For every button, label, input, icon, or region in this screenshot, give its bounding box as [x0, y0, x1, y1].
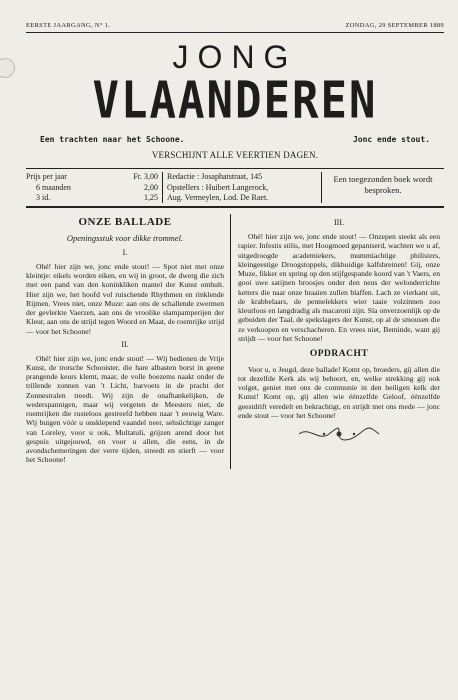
masthead — [26, 39, 444, 131]
price-value: 2,00 — [144, 182, 158, 192]
punch-hole — [0, 58, 15, 78]
editorial-info — [163, 172, 322, 203]
right-column — [231, 214, 440, 468]
frequency-line: VERSCHIJNT ALLE VEERTIEN DAGEN. — [151, 150, 319, 161]
section-number: I. — [122, 248, 128, 258]
price-list — [26, 172, 163, 203]
paragraph: Ohé! hier zijn we, jonc ende stout! — Spot niet met onze kleintje: eikels worden eiken, en wij in groot, de dwerg die zich met een pand van den koninkliken mantel der Kunst omhult. Hier zijn we, het hoofd vol ruischende Rhythmen en rinklende Rijmen. Vrees niet, onze Muze: aan ons de schallende zwermen der gevlerkte Vaerzen, aan ons de vroolike slampamperijen der Kleur, aan ons de strijd tegen Woord en Maat, de roemrijke strijd — voor het Schoone! — [26, 261, 224, 336]
flourish-ornament-icon — [294, 426, 384, 442]
section-number: II. — [121, 339, 129, 349]
article-title: ONZE BALLADE — [78, 216, 172, 229]
opdracht-title: OPDRACHT — [309, 349, 369, 360]
price-row — [26, 183, 158, 193]
motto-right: Jonc ende stout. — [352, 135, 430, 145]
info-box — [26, 168, 444, 208]
masthead-jong: JONG — [172, 39, 298, 75]
article-subtitle: Openingsstuk voor dikke trommel. — [66, 232, 184, 243]
paragraph: Ohé! hier zijn we, jonc ende stout! — Onzepen steekt als een rapier. Infestis stilis, met Hoogmoed gepantserd, wachten we u af, uitgedroogde academiekers, mummiachtige philisters, kleingeestige Droogstoppels, dikhuidige kalfsbreinen! Gij, onze Muze, fikker en spring op den stijfgespande koord van 't Vaers, en gooi uwe satijnen broosjes onder den neus der welonderrichte ketters die naar onze braaien zullen blaffen. Lach ze vierkant uit, de krabbelaars, de pennelekkers wier taaie volzinnen zoo kleurloos en langdradig als macaroni zijn. Sla onverzoenlijk op de gebuiden der Taal, de spekslagers der Kunst, op al de smousen die ze verkoopen en verschacheren. En vrees niet, Beminde, want gij strijdt — voor het Schoone! — [238, 232, 440, 343]
motto-left: Een trachten naar het Schoone. — [40, 135, 185, 145]
top-rule — [26, 32, 444, 33]
mottos — [26, 135, 444, 144]
price-label: 6 maanden — [36, 182, 71, 192]
price-value: 1,25 — [144, 192, 158, 202]
section-number: III. — [334, 218, 344, 228]
paragraph: Ohé! hier zijn we, jonc ende stout! — Wij bedienen de Vrije Kunst, de trotsche Schooister, die hare albasten borst in geene prangende keurs klemt, maar, de volle boezems naakt onder de trillende zonnen van 't Licht, barvoets in de pracht der Zonnestralen treedt. Wij zijn de onafhankelijken, de wederspannigen, maar wij vergeten de Meesters niet, de roemrijken die rusteloos gestreefd hebben naar 't eeuwig Ware. Wij buigen vóór u onsklepend vaandel neer, sehsüchtige zanger van Loreley, voor u ook, Multatuli, grijzen arend door het gespuis uitgejouwd, en voor u allen, die eens, in de avondschemeringen der verre tijden, streedt en stierft — voor het Schoone! — [26, 353, 224, 465]
review-note: Een toegezonden boek wordt besproken. — [333, 174, 433, 196]
volume-label: EERSTE JAARGANG, N° 1. — [26, 22, 111, 29]
redactie-line: Redactie : Josaphatstraat, 145 — [167, 172, 263, 182]
left-column — [26, 214, 231, 468]
opstellers-line: Opstellers : Huibert Langerock, — [167, 182, 269, 192]
price-label: 3 id. — [36, 192, 51, 202]
date-label: ZONDAG, 29 SEPTEMBER 1889 — [345, 22, 444, 29]
price-label: Prijs per jaar — [26, 172, 67, 182]
opstellers-line-2: Aug. Vermeylen, Lod. De Raet. — [167, 192, 269, 202]
masthead-vlaanderen: VLAANDEREN — [92, 71, 378, 131]
ornament — [238, 426, 440, 442]
price-row — [26, 172, 158, 182]
price-value: Fr. 3,00 — [133, 172, 158, 182]
issue-line — [26, 22, 444, 29]
article-columns — [26, 214, 444, 468]
price-row — [26, 193, 158, 203]
paragraph: Voor u, o Jeugd, deze ballade! Komt op, broeders, gij allen die tot dezelfde Kerk als wij behoort, en, welke strekking gij ook volget, geniet met ons de communie in den heiligen kelk der Kunst! Komt op, gij allen wie éénzelfde Geloof, éénzelfde geestdrift veredelt en bekrachtigt, en strijdt met ons mede — jonc ende stout — voor het Schoone! — [238, 364, 440, 420]
